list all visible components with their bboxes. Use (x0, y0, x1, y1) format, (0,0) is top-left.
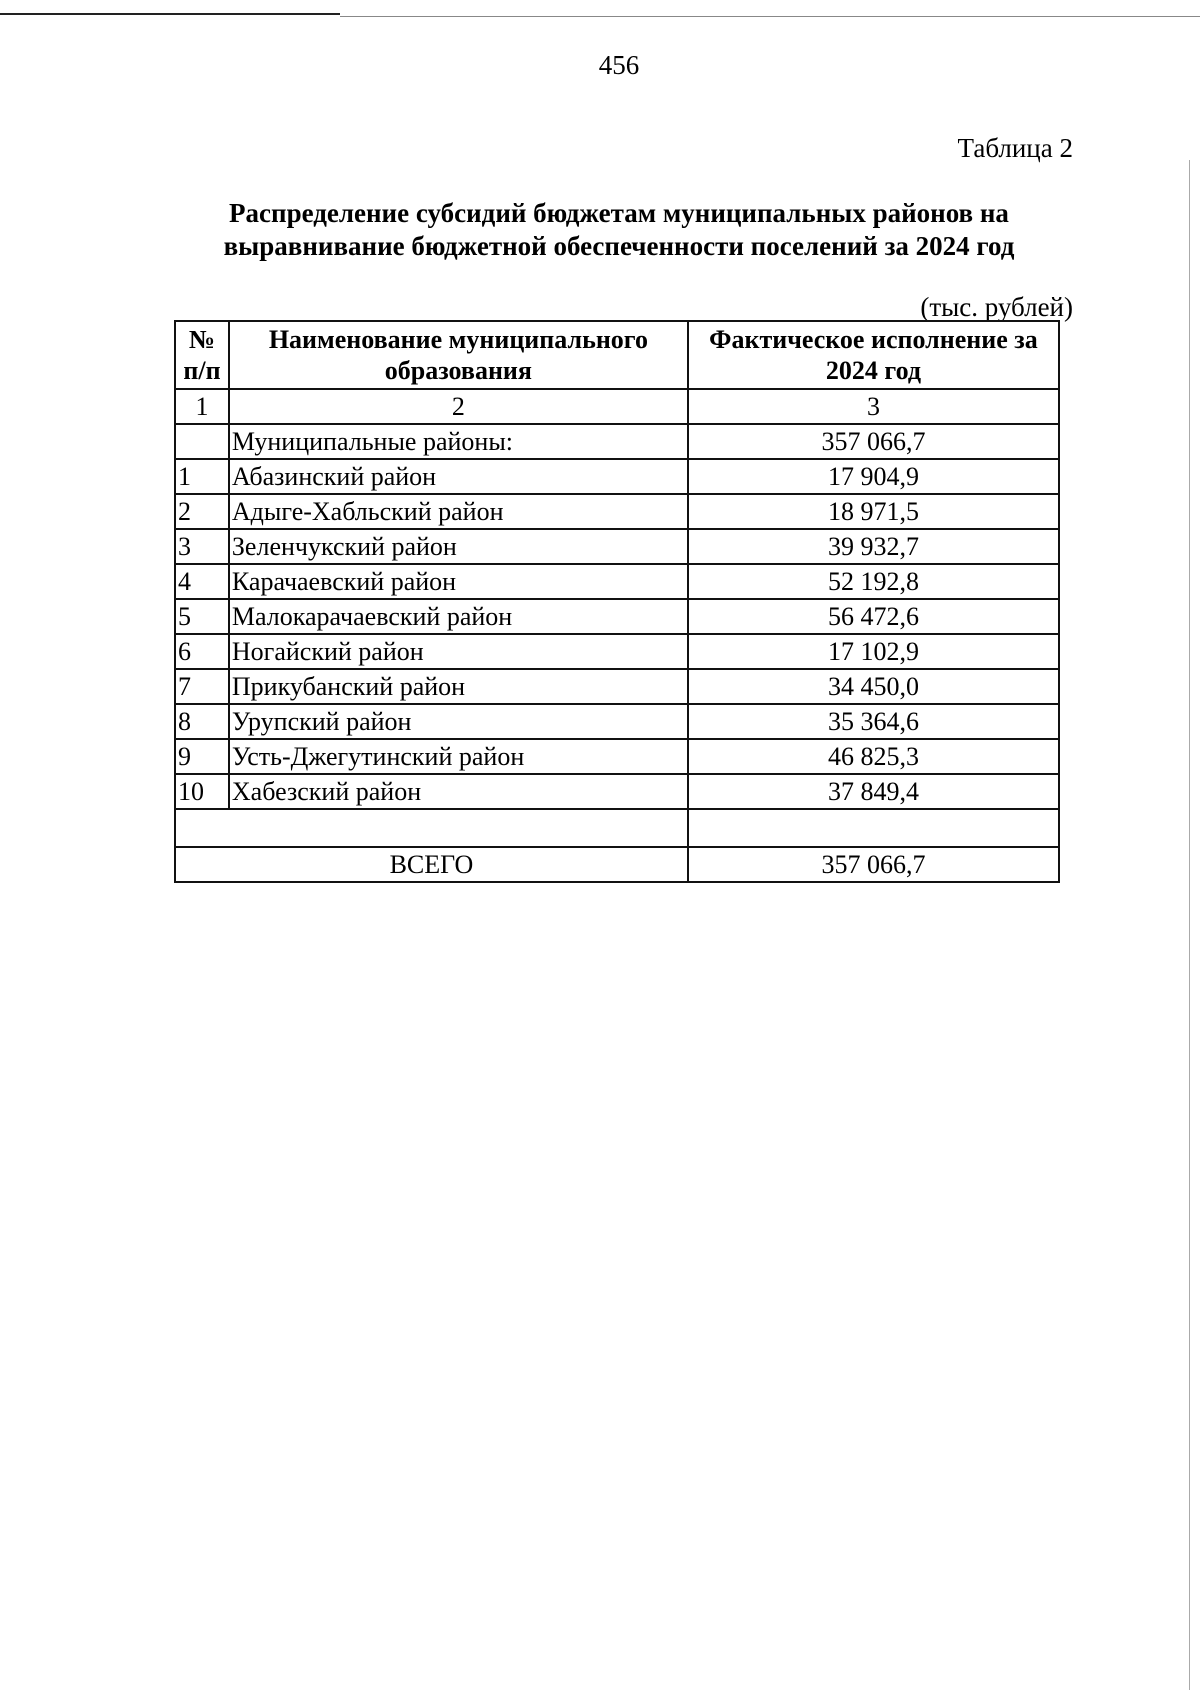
page-number: 456 (598, 50, 640, 80)
scan-top-rule (0, 13, 340, 15)
row-name: Карачаевский район (229, 564, 688, 599)
table-body (175, 321, 1059, 882)
total-row (175, 847, 1059, 882)
title-line-1: Распределение субсидий бюджетам муниципальных районов на (229, 198, 1009, 228)
row-number: 7 (175, 669, 229, 704)
group-row (175, 424, 1059, 459)
row-number: 6 (175, 634, 229, 669)
scan-top-rule-thin (340, 16, 1200, 17)
table-row (175, 529, 1059, 564)
row-name: Хабезский район (229, 774, 688, 809)
table-row (175, 669, 1059, 704)
table-label: Таблица 2 (957, 133, 1073, 163)
table-row (175, 704, 1059, 739)
empty-row (175, 809, 1059, 847)
title-line-2: выравнивание бюджетной обеспеченности поселений за 2024 год (223, 231, 1015, 261)
row-value: 35 364,6 (688, 704, 1059, 739)
row-value: 52 192,8 (688, 564, 1059, 599)
table-header-row (175, 321, 1059, 389)
table-row (175, 599, 1059, 634)
row-number: 10 (175, 774, 229, 809)
row-name: Малокарачаевский район (229, 599, 688, 634)
row-value: 37 849,4 (688, 774, 1059, 809)
row-number: 9 (175, 739, 229, 774)
row-value: 18 971,5 (688, 494, 1059, 529)
group-label: Муниципальные районы: (229, 424, 688, 459)
row-name: Урупский район (229, 704, 688, 739)
row-number: 3 (175, 529, 229, 564)
empty-cell (175, 809, 688, 847)
table-row (175, 494, 1059, 529)
total-value: 357 066,7 (688, 847, 1059, 882)
total-label: ВСЕГО (175, 847, 688, 882)
table-row (175, 564, 1059, 599)
column-number-2: 2 (229, 389, 688, 424)
row-name: Абазинский район (229, 459, 688, 494)
row-number: 2 (175, 494, 229, 529)
row-name: Зеленчукский район (229, 529, 688, 564)
column-number-1: 1 (175, 389, 229, 424)
group-number-cell (175, 424, 229, 459)
row-value: 46 825,3 (688, 739, 1059, 774)
table-row (175, 739, 1059, 774)
row-value: 17 102,9 (688, 634, 1059, 669)
row-number: 5 (175, 599, 229, 634)
column-numbering-row (175, 389, 1059, 424)
document-title (0, 197, 1200, 263)
row-name: Ногайский район (229, 634, 688, 669)
group-value: 357 066,7 (688, 424, 1059, 459)
row-name: Усть-Джегутинский район (229, 739, 688, 774)
table-row (175, 459, 1059, 494)
subsidy-table (174, 320, 1060, 883)
scan-side-rule (1189, 160, 1190, 1690)
header-name: Наименование муниципального образования (229, 321, 688, 389)
row-number: 1 (175, 459, 229, 494)
row-value: 34 450,0 (688, 669, 1059, 704)
units-note: (тыс. рублей) (920, 292, 1073, 322)
row-name: Прикубанский район (229, 669, 688, 704)
row-number: 8 (175, 704, 229, 739)
row-value: 17 904,9 (688, 459, 1059, 494)
table-row (175, 774, 1059, 809)
empty-cell (688, 809, 1059, 847)
column-number-3: 3 (688, 389, 1059, 424)
header-number: № п/п (175, 321, 229, 389)
row-name: Адыге-Хабльский район (229, 494, 688, 529)
table-row (175, 634, 1059, 669)
row-value: 56 472,6 (688, 599, 1059, 634)
header-value: Фактическое исполнение за 2024 год (688, 321, 1059, 389)
row-number: 4 (175, 564, 229, 599)
row-value: 39 932,7 (688, 529, 1059, 564)
